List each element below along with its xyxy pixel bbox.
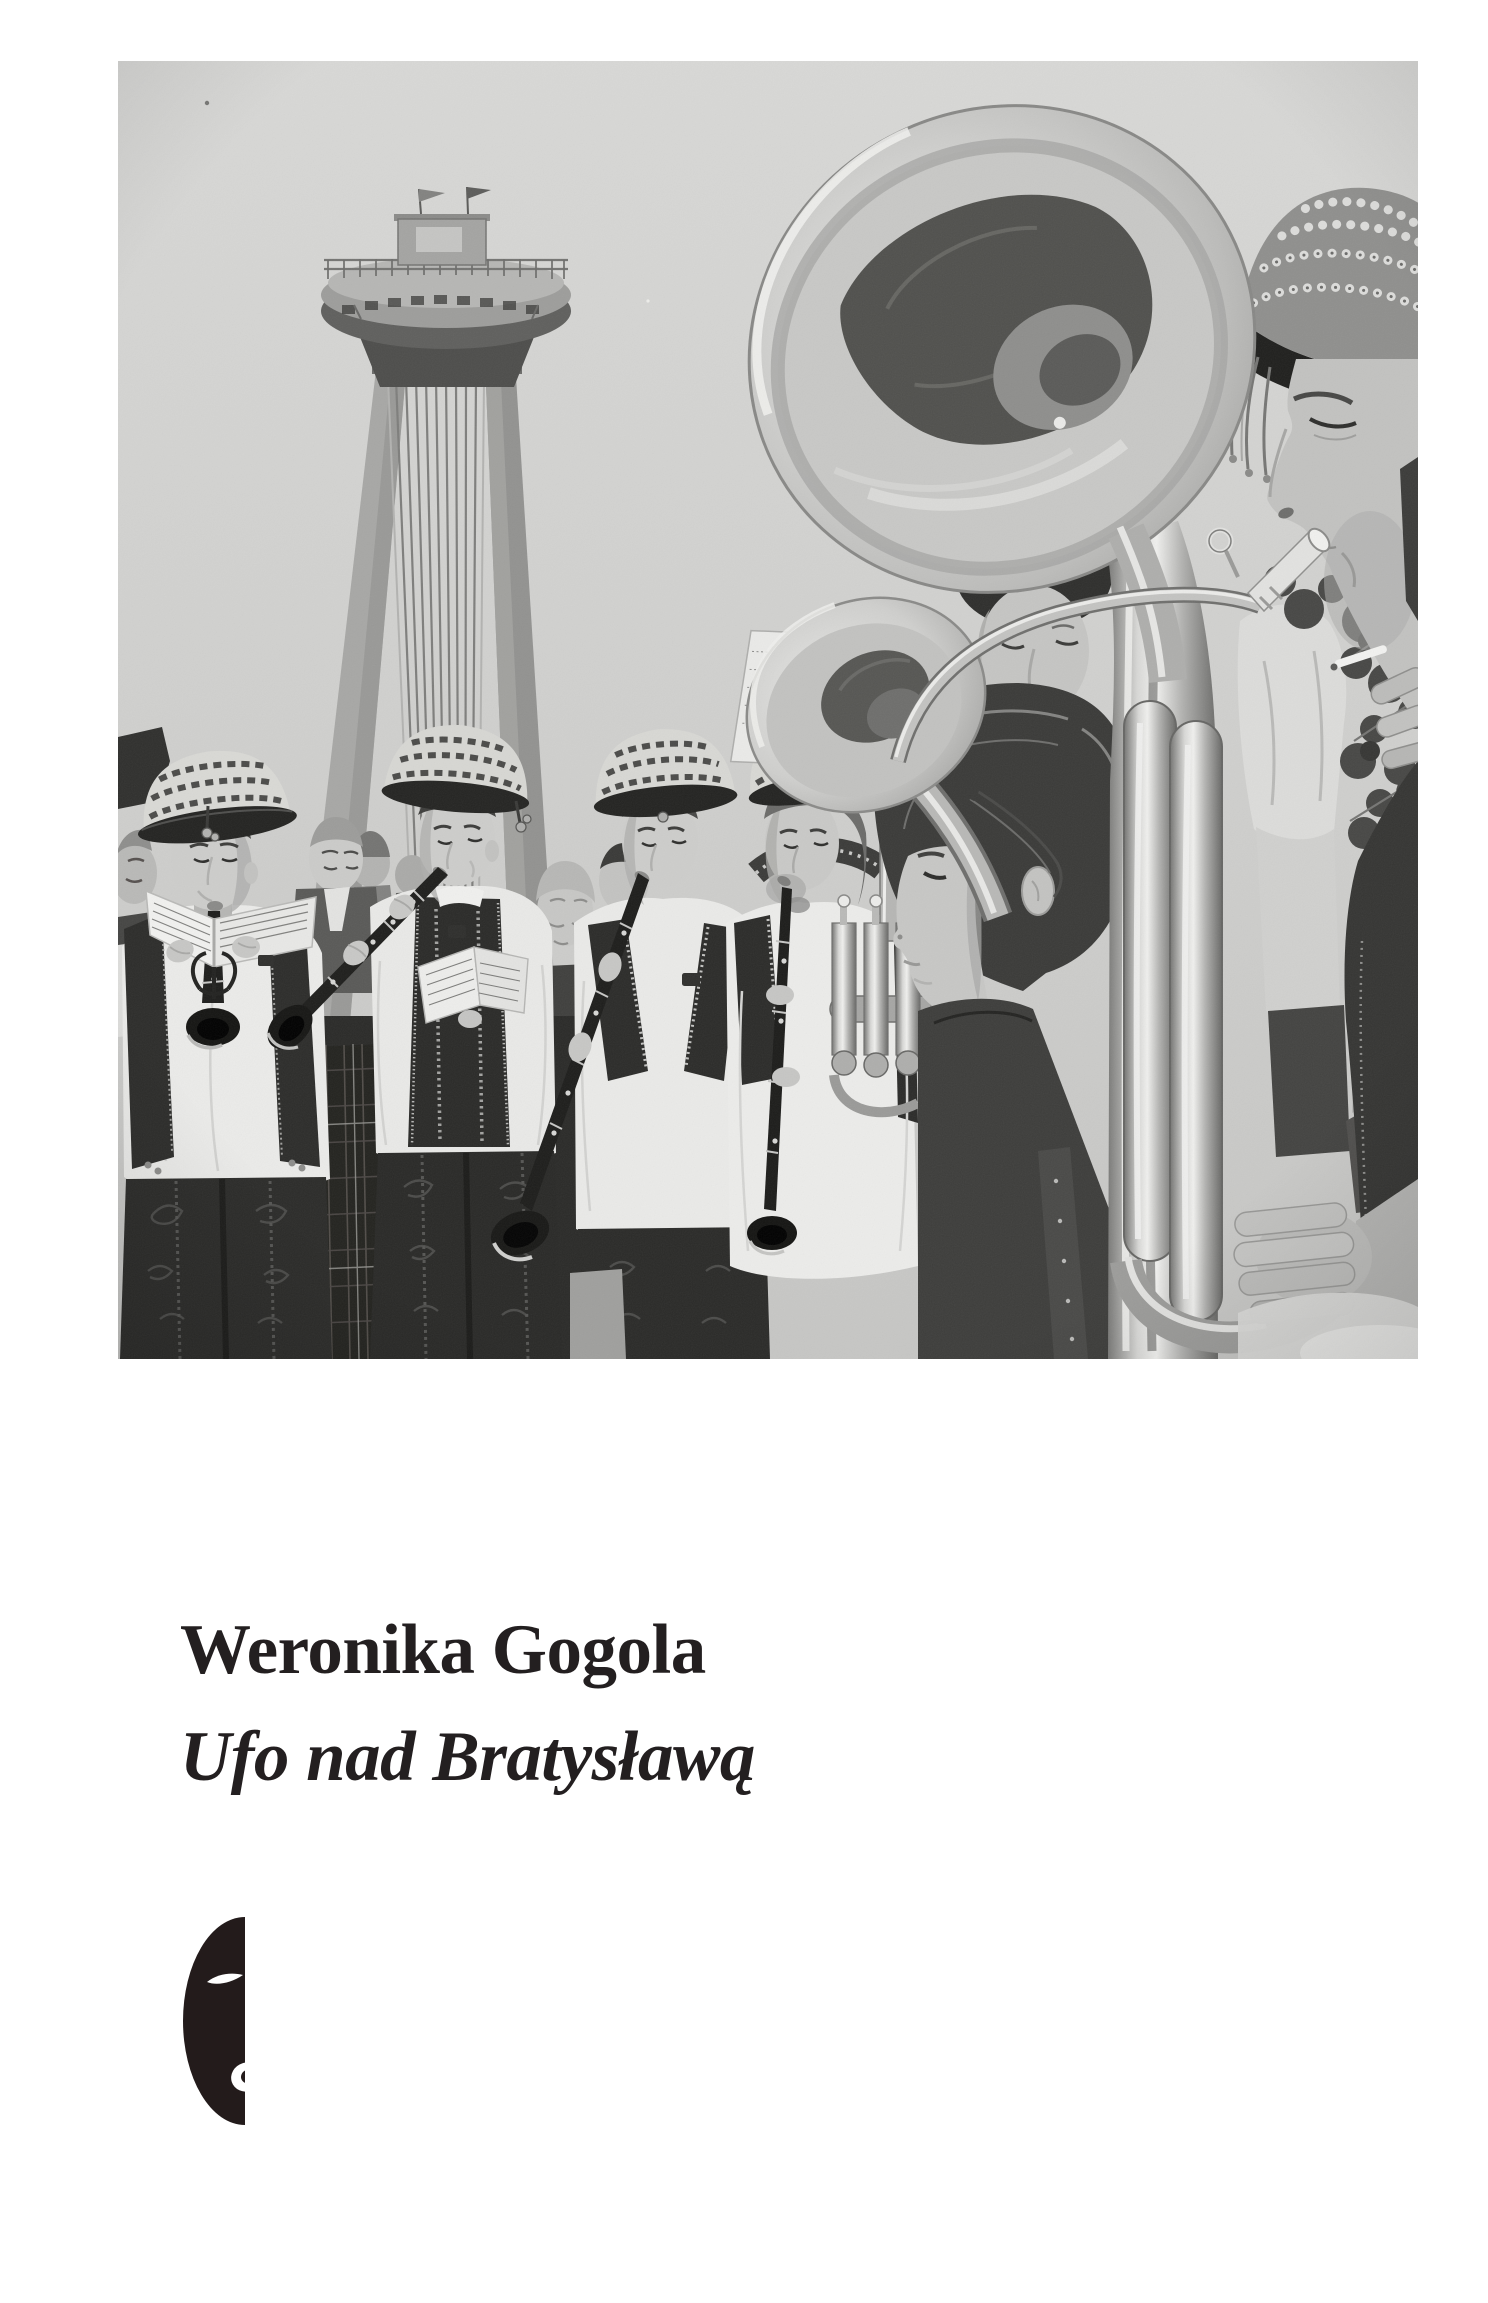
vignette: [118, 61, 1418, 1359]
cover-photo: [118, 61, 1418, 1359]
book-title: Ufo nad Bratysławą: [180, 1717, 755, 1796]
author-name: Weronika Gogola: [180, 1610, 706, 1689]
publisher-logo: [183, 1917, 245, 2125]
czarne-half-mask-icon: [183, 1917, 245, 2125]
